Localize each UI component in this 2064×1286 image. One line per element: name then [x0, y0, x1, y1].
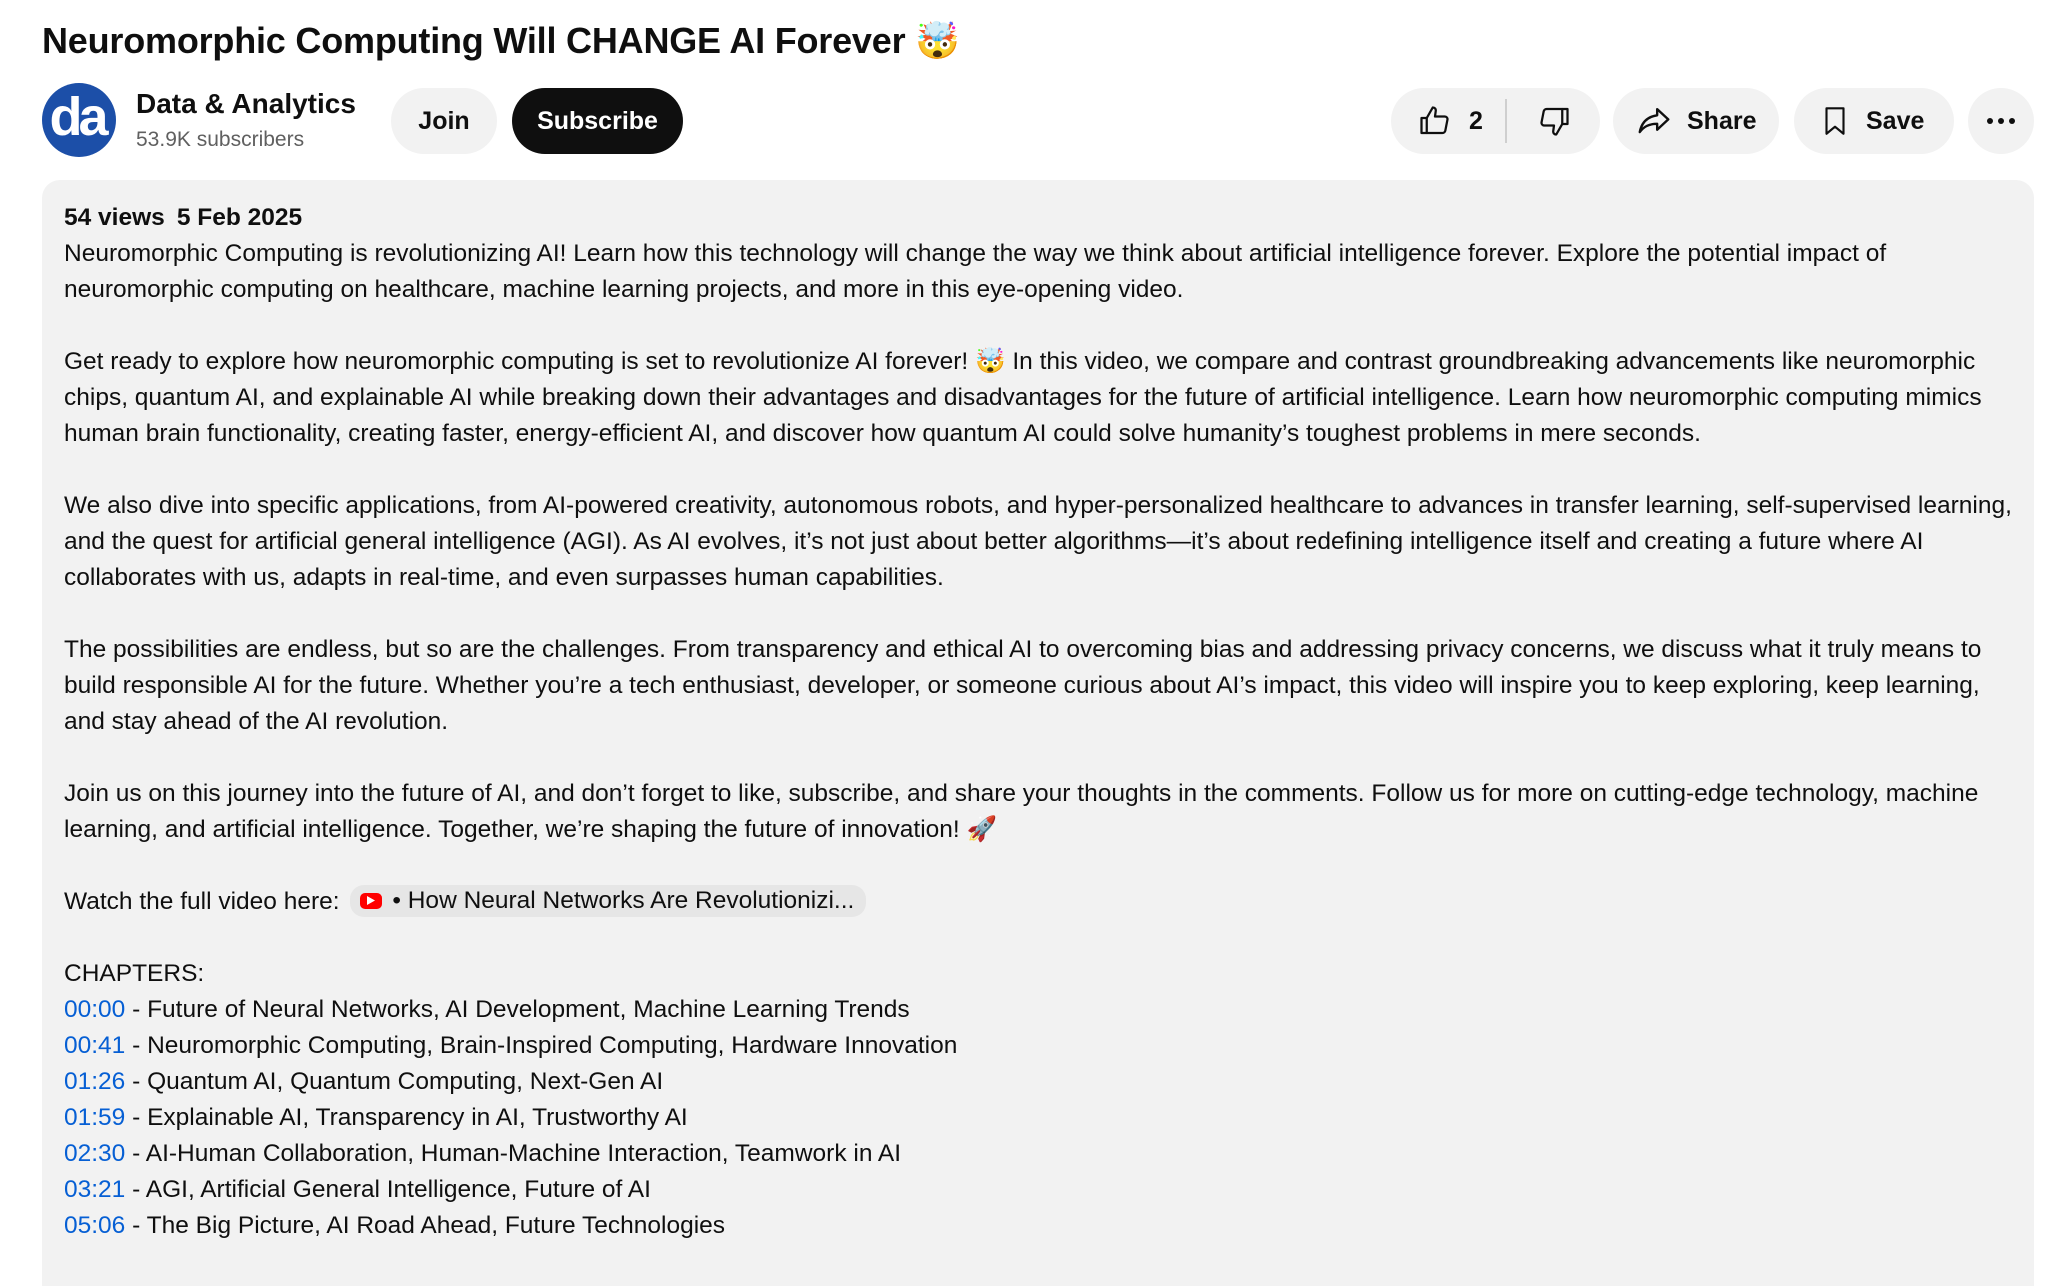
share-arrow-icon: [1635, 102, 1673, 140]
subscriber-count: 53.9K subscribers: [136, 128, 305, 151]
chapter-title: - AGI, Artificial General Intelligence, Future of AI: [125, 1176, 651, 1203]
description-box[interactable]: [42, 180, 2034, 1286]
share-label: Share: [1687, 106, 1757, 135]
subscribe-button[interactable]: Subscribe: [512, 88, 683, 154]
chapter-timestamp[interactable]: 00:00: [64, 996, 126, 1023]
avatar-text: da: [49, 87, 105, 147]
chapter-timestamp[interactable]: 01:59: [64, 1104, 126, 1131]
bookmark-icon: [1818, 103, 1852, 139]
thumbs-up-icon: [1417, 103, 1453, 139]
linked-video-title: • How Neural Networks Are Revolutionizi...: [392, 886, 855, 914]
save-label: Save: [1866, 106, 1925, 135]
channel-name[interactable]: Data & Analytics: [136, 88, 356, 119]
youtube-logo-icon: [360, 893, 382, 909]
join-button[interactable]: Join: [391, 88, 497, 154]
linked-video-chip[interactable]: [350, 885, 866, 917]
chapter-timestamp[interactable]: 03:21: [64, 1176, 126, 1203]
chapters-heading: CHAPTERS:: [64, 960, 205, 987]
chapter-timestamp[interactable]: 05:06: [64, 1212, 126, 1239]
like-count: 2: [1469, 106, 1483, 135]
description-paragraph: We also dive into specific applications, from AI-powered creativity, autonomous robots, and hyper-personalized healthcare to advances in transfer learning, self-supervised learning, and the quest for artificial general intelligence (AGI). As AI evolves, it’s not just about better algorithms—it’s about redefining intelligence itself and creating a future where AI collaborates with us, adapts in real-time, and even surpasses human capabilities.: [64, 492, 2012, 591]
dislike-button[interactable]: [1507, 88, 1600, 154]
like-button[interactable]: [1391, 88, 1505, 154]
thumbs-down-icon: [1536, 103, 1572, 139]
description-paragraph: Neuromorphic Computing is revolutionizing AI! Learn how this technology will change the way we think about artificial intelligence forever. Explore the potential impact of neuromorphic computing on healthcare, machine learning projects, and more in this eye-opening video.: [64, 240, 1887, 303]
chapter-item: [64, 1172, 2024, 1208]
chapter-item: [64, 1064, 2024, 1100]
chapter-title: - Explainable AI, Transparency in AI, Trustworthy AI: [125, 1104, 688, 1131]
chapter-title: - Neuromorphic Computing, Brain-Inspired Computing, Hardware Innovation: [125, 1032, 958, 1059]
chapter-item: [64, 1100, 2024, 1136]
mind-blown-emoji: 🤯: [915, 21, 960, 62]
video-title-text: Neuromorphic Computing Will CHANGE AI Forever: [42, 20, 906, 61]
watch-prefix: Watch the full video here:: [64, 888, 340, 915]
description-paragraph: Join us on this journey into the future of AI, and don’t forget to like, subscribe, and share your thoughts in the comments. Follow us for more on cutting-edge technology, machine learning, and artificial intelligence. Together, we’re shaping the future of innovation! 🚀: [64, 780, 1979, 843]
chapter-item: [64, 992, 2024, 1028]
chapter-timestamp[interactable]: 01:26: [64, 1068, 126, 1095]
chapter-item: [64, 1028, 2024, 1064]
chapter-title: - AI-Human Collaboration, Human-Machine Interaction, Teamwork in AI: [125, 1140, 902, 1167]
video-title: [42, 16, 960, 67]
save-button[interactable]: [1794, 88, 1954, 154]
channel-avatar[interactable]: [42, 83, 116, 157]
description-paragraph: Get ready to explore how neuromorphic computing is set to revolutionize AI forever! 🤯 In this video, we compare and contrast groundbreaking advancements like neuromorphic chips, quantum AI, and explainable AI while breaking down their advantages and disadvantages for the future of artificial intelligence. Learn how neuromorphic computing mimics human brain functionality, creating faster, energy-efficient AI, and discover how quantum AI could solve humanity’s toughest problems in mere seconds.: [64, 348, 1982, 447]
chapter-title: - Quantum AI, Quantum Computing, Next-Gen AI: [125, 1068, 664, 1095]
chapter-timestamp[interactable]: 02:30: [64, 1140, 126, 1167]
more-actions-button[interactable]: [1968, 88, 2034, 154]
chapter-title: - The Big Picture, AI Road Ahead, Future Technologies: [125, 1212, 726, 1239]
chapter-title: - Future of Neural Networks, AI Development, Machine Learning Trends: [125, 996, 910, 1023]
description-paragraph: The possibilities are endless, but so are the challenges. From transparency and ethical AI to overcoming bias and addressing privacy concerns, we discuss what it truly means to build responsible AI for the future. Whether you’re a tech enthusiast, developer, or someone curious about AI’s impact, this video will inspire you to keep exploring, keep learning, and stay ahead of the AI revolution.: [64, 636, 1982, 735]
chapter-item: [64, 1136, 2024, 1172]
description-content: [64, 200, 2024, 1244]
watch-full-video-line: [64, 884, 2024, 920]
upload-date: 5 Feb 2025: [176, 204, 303, 231]
chapter-timestamp[interactable]: 00:41: [64, 1032, 126, 1059]
more-horizontal-icon: [1985, 116, 2017, 126]
chapter-item: [64, 1208, 2024, 1244]
description-meta: [64, 200, 2024, 236]
like-dislike-group: [1391, 88, 1600, 154]
view-count: 54 views: [64, 204, 165, 231]
share-button[interactable]: [1613, 88, 1779, 154]
